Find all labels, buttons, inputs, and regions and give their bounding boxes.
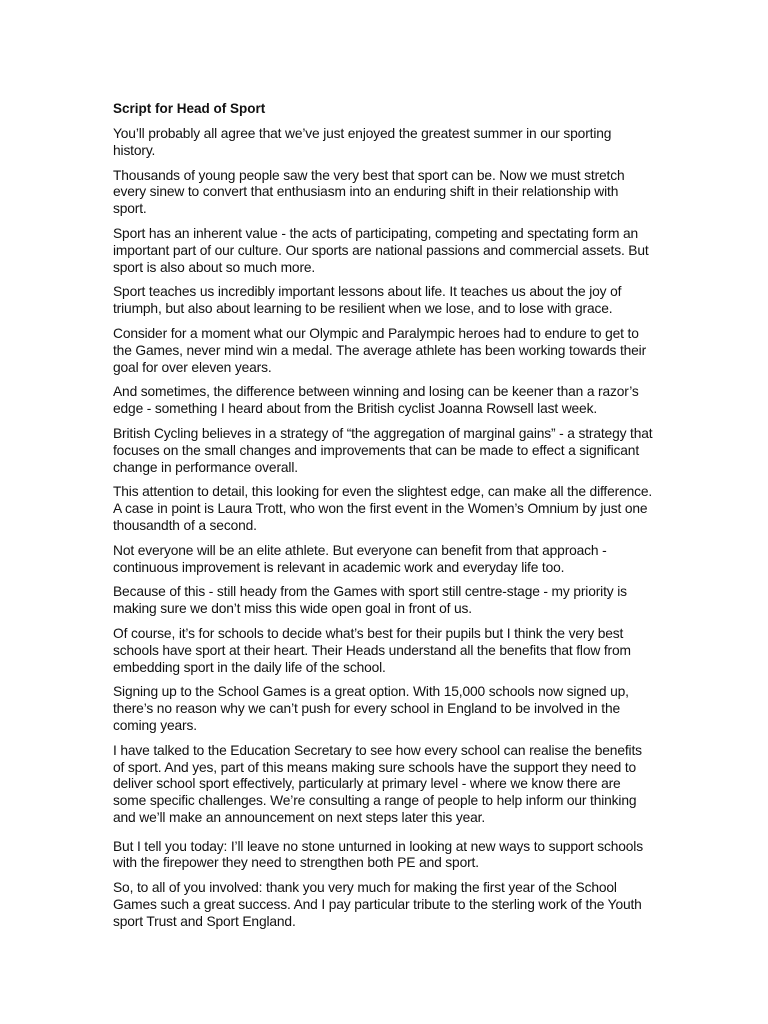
paragraph-11: Of course, it’s for schools to decide what’s best for their pupils but I think the very best schools have sport at their heart. Their Heads understand all the benefits that flow from embedding sport in the daily life of the school. bbox=[113, 625, 631, 675]
paragraph-5: Consider for a moment what our Olympic and Paralympic heroes had to endure to get to the Games, never mind win a medal. The average athlete has been working towards their goal for over eleven years. bbox=[113, 325, 647, 375]
paragraph-10: Because of this - still heady from the Games with sport still centre-stage - my priority is making sure we don’t miss this wide open goal in front of us. bbox=[113, 584, 627, 617]
paragraph-4: Sport teaches us incredibly important lessons about life. It teaches us about the joy of triumph, but also about learning to be resilient when we lose, and to lose with grace. bbox=[113, 284, 622, 317]
paragraph-13: I have talked to the Education Secretary to see how every school can realise the benefits of sport. And yes, part of this means making sure schools have the support they need to deliver school sport effectively, particularly at primary level - where we know there are some specific challenges. We’re consulting a range of people to help inform our thinking and we’ll make an announcement on next steps later this year. bbox=[113, 742, 642, 825]
paragraph-3: Sport has an inherent value - the acts of participating, competing and spectating form an important part of our culture. Our sports are national passions and commercial assets. But sport is also about so much more. bbox=[113, 225, 649, 275]
paragraph-12: Signing up to the School Games is a great option. With 15,000 schools now signed up, there’s no reason why we can’t push for every school in England to be involved in the coming years. bbox=[113, 684, 629, 733]
paragraph-6: And sometimes, the difference between winning and losing can be keener than a razor’s edge - something I heard about from the British cyclist Joanna Rowsell last week. bbox=[113, 384, 639, 417]
paragraph-1: You’ll probably all agree that we’ve just enjoyed the greatest summer in our sporting history. bbox=[113, 126, 612, 158]
document-title: Script for Head of Sport bbox=[113, 101, 266, 116]
paragraph-7: British Cycling believes in a strategy of “the aggregation of marginal gains” - a strategy that focuses on the small changes and improvements that can be made to effect a significant change in performance overall. bbox=[113, 425, 653, 475]
paragraph-9: Not everyone will be an elite athlete. But everyone can benefit from that approach - continuous improvement is relevant in academic work and everyday life too. bbox=[113, 542, 607, 575]
paragraph-8: This attention to detail, this looking for even the slightest edge, can make all the difference. A case in point is Laura Trott, who won the first event in the Women’s Omnium by just one thousandth of a second. bbox=[113, 484, 653, 533]
paragraph-14: But I tell you today: I’ll leave no stone unturned in looking at new ways to support schools with the firepower they need to strengthen both PE and sport. bbox=[113, 838, 643, 871]
paragraph-15: So, to all of you involved: thank you very much for making the first year of the School Games such a great success. And I pay particular tribute to the sterling work of the Youth sport Trust and Sport England. bbox=[113, 880, 642, 929]
document-page bbox=[113, 100, 653, 939]
paragraph-2: Thousands of young people saw the very best that sport can be. Now we must stretch every sinew to convert that enthusiasm into an enduring shift in their relationship with sport. bbox=[113, 167, 625, 217]
